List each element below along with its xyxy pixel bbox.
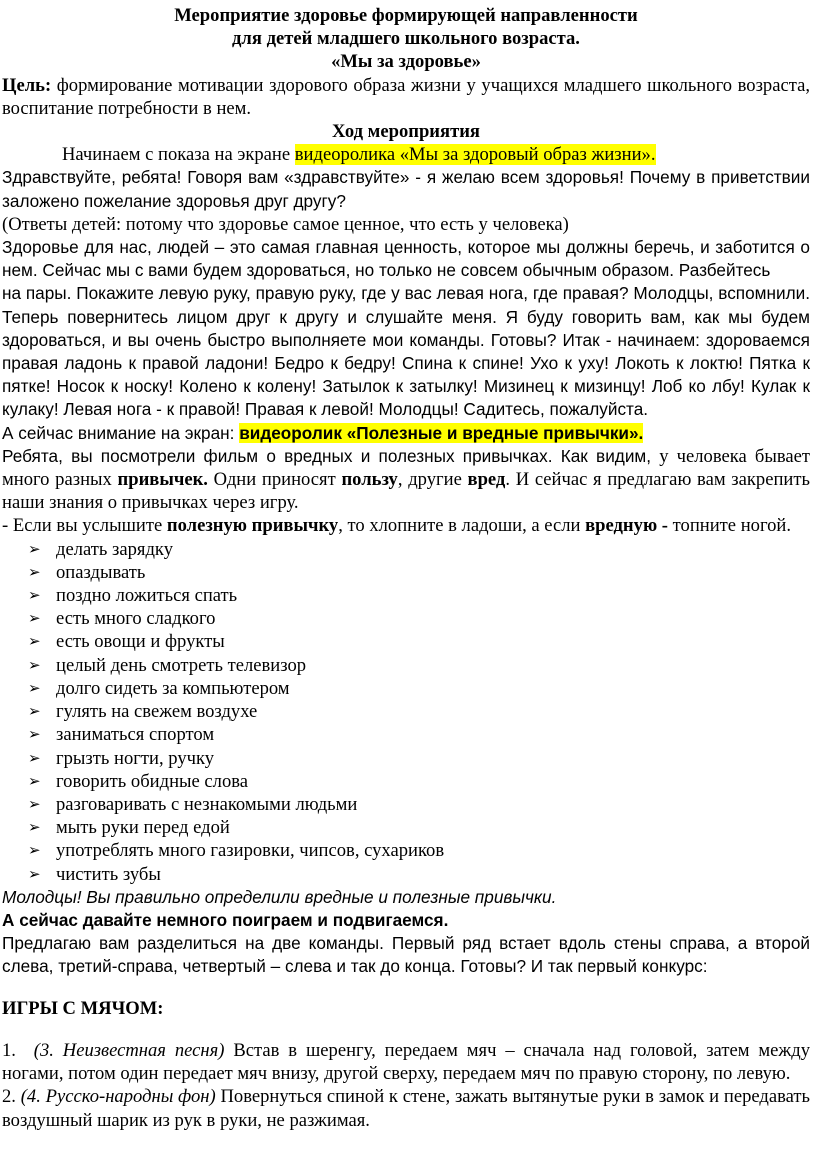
praise-paragraph bbox=[2, 886, 810, 909]
game-2-text: Повернуться спиной к стене, зажать вытянутые руки в замок и передавать воздушный шарик из рук в руки, не разжимая. bbox=[2, 1086, 810, 1131]
course-heading: Ход мероприятия bbox=[332, 121, 480, 143]
habits-intro-paragraph bbox=[2, 445, 810, 515]
habit-label: поздно ложиться спать bbox=[56, 585, 238, 607]
arrow-bullet-icon: ➢ bbox=[28, 702, 41, 721]
habit-label: опаздывать bbox=[56, 561, 146, 583]
games-heading: ИГРЫ С МЯЧОМ: bbox=[2, 998, 164, 1020]
habit-label: заниматься спортом bbox=[56, 724, 215, 746]
rule-t1: - Если вы услышите bbox=[2, 515, 167, 537]
habits-intro-t2: у человека бывает много разных bbox=[2, 445, 810, 491]
habit-label: делать зарядку bbox=[56, 538, 173, 560]
goal-text: формирование мотивации здорового образа жизни у учащихся младшего школьного возраста, воспитание потребности в нем. bbox=[2, 74, 810, 119]
habits-bold-habits: привычек. bbox=[117, 469, 208, 491]
habit-label: употреблять много газировки, чипсов, сухариков bbox=[56, 840, 445, 862]
habit-label: долго сидеть за компьютером bbox=[56, 677, 290, 699]
habits-intro-t4: , другие bbox=[397, 469, 468, 491]
rule-t2: , то хлопните в ладоши, а если bbox=[338, 515, 586, 537]
arrow-bullet-icon: ➢ bbox=[28, 864, 41, 883]
arrow-bullet-icon: ➢ bbox=[28, 655, 41, 674]
teams-paragraph: Предлагаю вам разделиться на две команды. Первый ряд встает вдоль стены справа, а второй слева, третий-справа, четвертый – слева и так до конца. Готовы? И так первый конкурс: bbox=[2, 933, 810, 977]
habit-item bbox=[28, 700, 810, 723]
habits-bold-benefit: пользу bbox=[341, 469, 398, 491]
arrow-bullet-icon: ➢ bbox=[28, 678, 41, 697]
goal-paragraph bbox=[2, 74, 810, 120]
game-1-number: 1. bbox=[2, 1039, 16, 1061]
arrow-bullet-icon: ➢ bbox=[28, 539, 41, 558]
habit-label: чистить зубы bbox=[56, 863, 161, 885]
habit-item bbox=[28, 816, 810, 839]
habit-item bbox=[28, 630, 810, 653]
intro-text: Начинаем с показа на экране bbox=[62, 144, 295, 166]
rule-paragraph bbox=[2, 514, 810, 537]
game-1-note: (3. Неизвестная песня) bbox=[33, 1039, 225, 1061]
arrow-bullet-icon: ➢ bbox=[28, 632, 41, 651]
praise-t1: Молодцы! Вы правильно определили bbox=[2, 886, 305, 907]
health-paragraph-2: на пары. Покажите левую руку, правую руку, где у вас левая нога, где правая? Молодцы, вспомнили. Теперь повернитесь лицом друг к другу и слушайте меня. Я буду говорить вам, как мы будем здороваться, и вы очень быстро выполняете мои команды. Готовы? Итак - начинаем: здороваемся правая ладонь к правой ладони! Бедро к бедру! Спина к спине! Ухо к уху! Локоть к локтю! Пятка к пятке! Носок к носку! Колено к колену! Затылок к затылку! Мизинец к мизинцу! Лоб ко лбу! Кулак к кулаку! Левая нога - к правой! Правая к левой! Молодцы! Садитесь, пожалуйста. bbox=[2, 283, 810, 420]
praise-t2: вредные и полезные привычки bbox=[304, 886, 552, 907]
habit-item bbox=[28, 770, 810, 793]
habit-item bbox=[28, 561, 810, 584]
habit-item bbox=[28, 747, 810, 770]
game-1-text: Встав в шеренгу, передаем мяч – сначала над головой, затем между ногами, потом один передает мяч внизу, другой сверху, передаем мяч по правую сторону, по левую. bbox=[2, 1039, 810, 1085]
habits-list bbox=[2, 538, 810, 886]
habit-item bbox=[28, 723, 810, 746]
goal-label: Цель: bbox=[2, 74, 52, 96]
intro-paragraph bbox=[2, 143, 810, 166]
habit-label: есть овощи и фрукты bbox=[56, 631, 225, 653]
arrow-bullet-icon: ➢ bbox=[28, 794, 41, 813]
praise-t3: . bbox=[551, 886, 557, 907]
title-line-2: для детей младшего школьного возраста. bbox=[232, 28, 580, 50]
habit-label: грызть ногти, ручку bbox=[56, 747, 215, 769]
arrow-bullet-icon: ➢ bbox=[28, 586, 41, 605]
habit-item bbox=[28, 584, 810, 607]
habits-intro-t5: . И сейчас я предлагаю вам закрепить наши знания о привычках через игру. bbox=[2, 469, 810, 514]
game-2-note: (4. Русско-народны фон) bbox=[20, 1086, 216, 1108]
answers-paragraph: (Ответы детей: потому что здоровье самое ценное, что есть у человека) bbox=[2, 213, 569, 235]
habit-label: целый день смотреть телевизор bbox=[56, 654, 307, 676]
habits-intro-t1: Ребята, вы посмотрели фильм о вредных и полезных привычках. Как видим, bbox=[2, 445, 660, 466]
game-2-number: 2. bbox=[2, 1086, 16, 1108]
arrow-bullet-icon: ➢ bbox=[28, 748, 41, 767]
habit-item bbox=[28, 677, 810, 700]
habits-bold-harm: вред bbox=[467, 469, 506, 491]
habit-item bbox=[28, 538, 810, 561]
habits-intro-t3: Одни приносят bbox=[207, 469, 342, 491]
habit-label: мыть руки перед едой bbox=[56, 817, 230, 839]
arrow-bullet-icon: ➢ bbox=[28, 609, 41, 628]
habit-label: говорить обидные слова bbox=[56, 770, 249, 792]
title-line-3: «Мы за здоровье» bbox=[331, 51, 481, 73]
game-1 bbox=[2, 1039, 810, 1085]
title-line-1: Мероприятие здоровье формирующей направленности bbox=[174, 5, 638, 26]
arrow-bullet-icon: ➢ bbox=[28, 841, 41, 860]
rule-t3: топните ногой. bbox=[668, 515, 792, 537]
habit-item bbox=[28, 607, 810, 630]
arrow-bullet-icon: ➢ bbox=[28, 818, 41, 837]
rule-bold-harmful: вредную - bbox=[585, 515, 668, 537]
attention-text: А сейчас внимание на экран: bbox=[2, 422, 240, 443]
game-2 bbox=[2, 1085, 810, 1131]
habit-item bbox=[28, 793, 810, 816]
arrow-bullet-icon: ➢ bbox=[28, 562, 41, 581]
arrow-bullet-icon: ➢ bbox=[28, 725, 41, 744]
attention-paragraph bbox=[2, 422, 810, 445]
health-paragraph-1: Здоровье для нас, людей – это самая главная ценность, которое мы должны беречь, и заботится о нем. Сейчас мы с вами будем здороваться, но только не совсем обычным образом. Разбейтесь bbox=[2, 237, 810, 281]
attention-video-highlight: видеоролик «Полезные и вредные привычки». bbox=[239, 422, 644, 443]
intro-video-highlight: видеоролика «Мы за здоровый образ жизни». bbox=[294, 144, 656, 166]
arrow-bullet-icon: ➢ bbox=[28, 771, 41, 790]
play-heading: А сейчас давайте немного поиграем и подвигаемся. bbox=[2, 909, 449, 930]
habit-label: есть много сладкого bbox=[56, 608, 216, 630]
habit-label: разговаривать с незнакомыми людьми bbox=[56, 793, 358, 815]
habit-label: гулять на свежем воздухе bbox=[56, 701, 258, 723]
greeting-paragraph: Здравствуйте, ребята! Говоря вам «здравствуйте» - я желаю всем здоровья! Почему в приветствии заложено пожелание здоровья друг другу? bbox=[2, 167, 810, 211]
habit-item bbox=[28, 839, 810, 862]
rule-bold-useful: полезную привычку bbox=[166, 515, 339, 537]
habit-item bbox=[28, 863, 810, 886]
habit-item bbox=[28, 654, 810, 677]
